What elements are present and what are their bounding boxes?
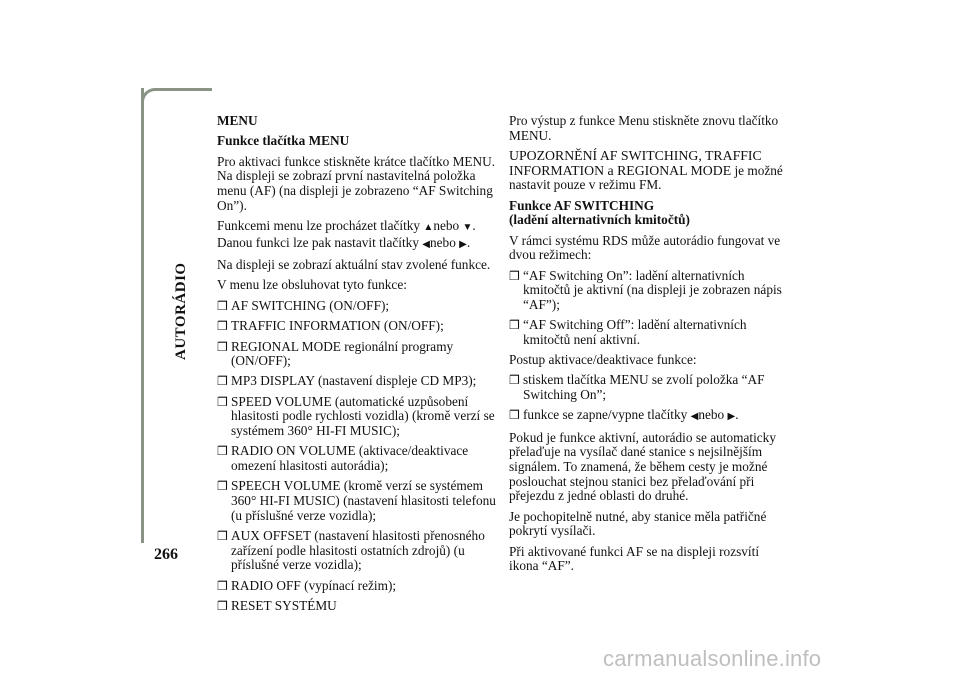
checkbox-bullet-icon: ❒ (217, 394, 228, 409)
checkbox-bullet-icon: ❒ (217, 298, 228, 313)
left-arrow-icon: ◀ (690, 411, 699, 423)
checkbox-bullet-icon: ❒ (217, 444, 228, 459)
watermark-text: carmanualsonline.info (603, 646, 822, 671)
page-frame-top-line (154, 88, 212, 91)
list-item: ❒ RESET SYSTÉMU (217, 597, 337, 613)
paragraph: Pro výstup z funkce Menu stiskněte znovu tlačítko MENU. (509, 113, 779, 143)
left-column (217, 114, 499, 619)
warning-paragraph: UPOZORNĚNÍ AF SWITCHING, TRAFFIC INFORMATION a REGIONAL MODE je možné nastavit pouze v režimu FM. (509, 147, 783, 193)
checkbox-bullet-icon: ❒ (217, 578, 228, 593)
menu-function-list (217, 299, 499, 614)
list-item: ❒ RADIO OFF (vypínací režim); (217, 577, 397, 593)
list-item: ❒ RADIO ON VOLUME (aktivace/deaktivace omezení hlasitosti autorádia); (217, 443, 469, 474)
list-item: ❒ stiskem tlačítka MENU se zvolí položka “AF Switching On”; (509, 372, 765, 403)
list-item: ❒ REGIONAL MODE regionální programy (ON/OFF); (217, 338, 454, 369)
paragraph-navigation: Funkcemi menu lze procházet tlačítky ▲nebo ▼. Danou funkci lze pak nastavit tlačítky ◀nebo ▶. (217, 217, 476, 250)
checkbox-bullet-icon: ❒ (217, 339, 228, 354)
menu-button-heading: Funkce tlačítka MENU (217, 133, 350, 149)
checkbox-bullet-icon: ❒ (509, 268, 520, 283)
left-arrow-icon: ◀ (422, 238, 430, 250)
right-arrow-icon: ▶ (727, 411, 736, 423)
list-item: ❒ TRAFFIC INFORMATION (ON/OFF); (217, 318, 444, 334)
checkbox-bullet-icon: ❒ (217, 319, 228, 334)
checkbox-bullet-icon: ❒ (217, 479, 228, 494)
section-side-label: AUTORÁDIO (173, 262, 189, 360)
right-column (509, 114, 791, 580)
paragraph: Pro aktivaci funkce stiskněte krátce tlačítko MENU. Na displeji se zobrazí první nastavitelná položka menu (AF) (na displeji je zobrazeno “AF Switching On”). (217, 153, 496, 213)
menu-heading: MENU (217, 113, 258, 128)
paragraph: Je pochopitelně nutné, aby stanice měla patřičné pokrytí vysílači. (509, 508, 767, 539)
paragraph: V menu lze obsluhovat tyto funkce: (217, 277, 407, 293)
up-arrow-icon: ▲ (423, 221, 434, 233)
page-frame-side-line (141, 88, 144, 543)
list-item: ❒ AUX OFFSET (nastavení hlasitosti přenosného zařízení podle hlasitosti ostatních zdrojů) (u příslušné verze vozidla); (217, 528, 485, 573)
paragraph: Na displeji se zobrazí aktuální stav zvolené funkce. (217, 256, 491, 272)
list-item: ❒ funkce se zapne/vypne tlačítky ◀nebo ▶. (509, 408, 791, 425)
af-switching-subheading: (ladění alternativních kmitočtů) (509, 212, 690, 228)
checkbox-bullet-icon: ❒ (509, 408, 520, 423)
list-item: ❒ MP3 DISPLAY (nastavení displeje CD MP3); (217, 373, 477, 389)
paragraph: Při aktivované funkci AF se na displeji rozsvítí ikona “AF”. (509, 543, 760, 574)
list-item: ❒ SPEED VOLUME (automatické uzpůsobení hlasitosti podle rychlosti vozidla) (kromě verzí se systémem 360° HI-FI MUSIC); (217, 393, 495, 439)
list-item: ❒ “AF Switching Off”: ladění alternativních kmitočtů není aktivní. (509, 317, 747, 347)
down-arrow-icon: ▼ (462, 221, 473, 233)
checkbox-bullet-icon: ❒ (217, 598, 228, 613)
af-switching-heading: Funkce AF SWITCHING (509, 197, 655, 213)
checkbox-bullet-icon: ❒ (509, 318, 520, 333)
checkbox-bullet-icon: ❒ (217, 374, 228, 389)
list-item: ❒ SPEECH VOLUME (kromě verzí se systémem 360° HI-FI MUSIC) (nastavení hlasitosti telefonu (u příslušné verze vozidla); (217, 478, 496, 523)
right-arrow-icon: ▶ (459, 238, 467, 250)
page-number: 266 (154, 546, 178, 563)
paragraph: Postup aktivace/deaktivace funkce: (509, 352, 697, 368)
list-item: ❒ “AF Switching On”: ladění alternativních kmitočtů je aktivní (na displeji je zobrazen nápis “AF”); (509, 267, 782, 312)
list-item: ❒ AF SWITCHING (ON/OFF); (217, 297, 390, 313)
paragraph: V rámci systému RDS může autorádio fungovat ve dvou režimech: (509, 232, 781, 263)
checkbox-bullet-icon: ❒ (217, 529, 228, 544)
paragraph: Pokud je funkce aktivní, autorádio se automaticky přelaďuje na vysílač dané stanice s nejsilnějším signálem. To znamená, že během cesty je možné poslouchat stejnou stanici bez přelaďování při přejezdu z jedné oblasti do druhé. (509, 429, 776, 504)
checkbox-bullet-icon: ❒ (509, 373, 520, 388)
